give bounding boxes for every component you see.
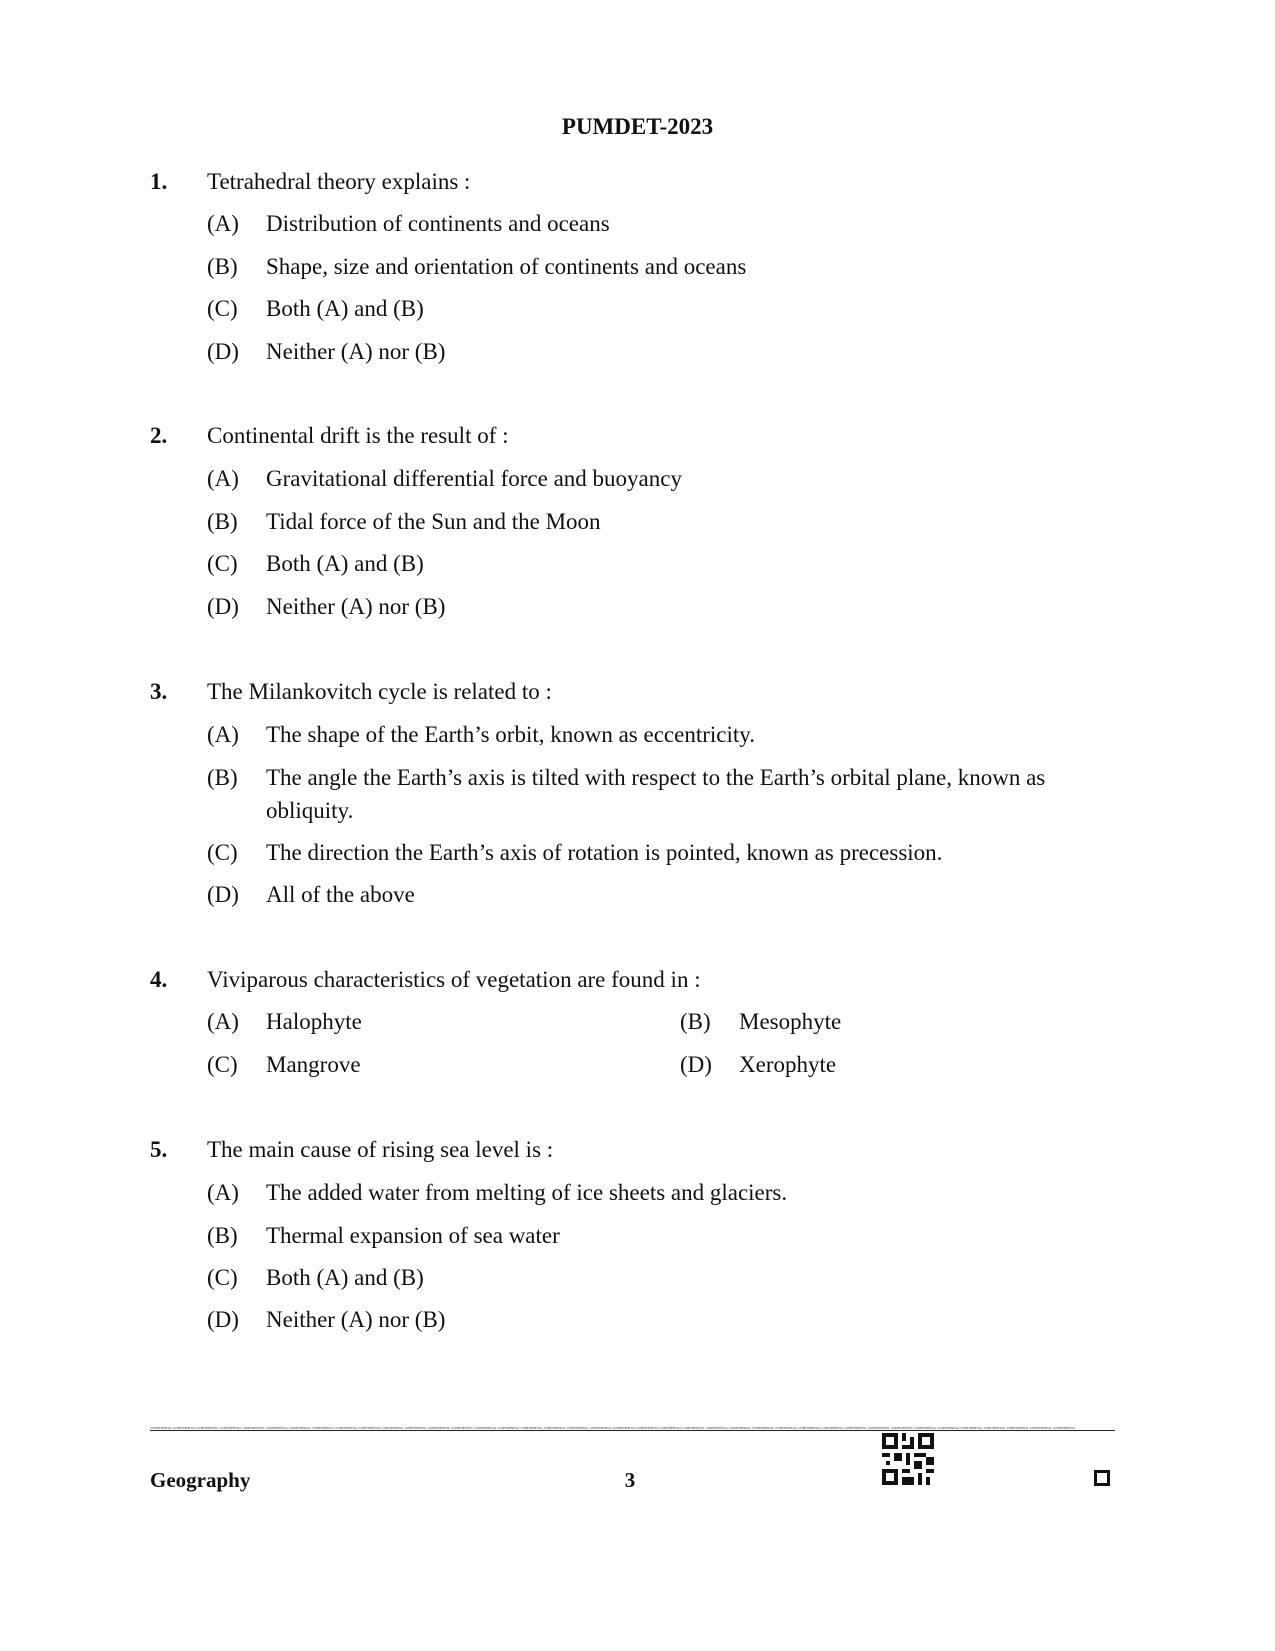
option-text: Neither (A) nor (B) — [266, 594, 446, 619]
option-text: Neither (A) nor (B) — [266, 1307, 446, 1332]
option-text: The shape of the Earth’s orbit, known as eccentricity. — [266, 722, 756, 747]
question-number: 5. — [150, 1137, 168, 1162]
question-text: The Milankovitch cycle is related to : — [207, 679, 552, 704]
option-label: (C) — [207, 840, 238, 865]
option-label: (D) — [680, 1052, 712, 1077]
qr-code-icon — [882, 1433, 934, 1485]
option-label: (A) — [207, 722, 239, 747]
question-number: 2. — [150, 423, 168, 448]
footer-subject: Geography — [150, 1468, 251, 1492]
question-text: Continental drift is the result of : — [207, 423, 509, 448]
option-label: (B) — [207, 254, 238, 279]
option-label: (C) — [207, 1052, 238, 1077]
option-label: (A) — [207, 1180, 239, 1205]
option-text: Tidal force of the Sun and the Moon — [266, 509, 601, 534]
option-label: (D) — [207, 882, 239, 907]
option-label: (D) — [207, 594, 239, 619]
page-title: PUMDET-2023 — [561, 114, 714, 139]
option-text: Both (A) and (B) — [266, 1265, 424, 1290]
option-label: (A) — [207, 211, 239, 236]
option-text: All of the above — [266, 882, 415, 907]
option-label: (A) — [207, 1009, 239, 1034]
option-text: The angle the Earth’s axis is tilted with respect to the Earth’s orbital plane, known as obliquity. — [266, 765, 1046, 823]
option-label: (C) — [207, 1265, 238, 1290]
confidential-rule: CONFIDENTIAL CONFIDENTIAL CONFIDENTIAL CONFIDENTIAL CONFIDENTIAL CONFIDENTIAL CONFIDENTIAL CONFIDENTIAL CONFIDENTIAL CONFIDENTIAL CONFIDENTIAL CONFIDENTIAL CONFIDENTIAL CONFIDENTIAL CONFIDENTIAL CONFIDENTIAL CONFIDENTIAL CONFIDENTIAL CONFIDENTIAL CONFIDENTIAL CONFIDENTIAL CONFIDENTIAL CONFIDENTIAL CONFIDENTIAL CONFIDENTIAL CONFIDENTIAL CONFIDENTIAL CONFIDENTIAL CONFIDENTIAL CONFIDENTIAL CONFIDENTIAL CONFIDENTIAL CONFIDENTIAL CONFIDENTIAL CONFIDENTIAL CONFIDENTIAL CONFIDENTIAL CONFIDENTIAL CONFIDENTIAL CONFIDENTIAL — [150, 1426, 1115, 1431]
option-label: (A) — [207, 466, 239, 491]
option-label: (D) — [207, 339, 239, 364]
option-label: (B) — [207, 509, 238, 534]
option-text: The direction the Earth’s axis of rotation is pointed, known as precession. — [266, 840, 943, 865]
option-label: (C) — [207, 296, 238, 321]
question-text: Tetrahedral theory explains : — [207, 169, 471, 194]
question-text: The main cause of rising sea level is : — [207, 1137, 554, 1162]
question-text: Viviparous characteristics of vegetation are found in : — [207, 967, 701, 992]
option-text: Gravitational differential force and buoyancy — [266, 466, 682, 491]
option-text: Xerophyte — [739, 1052, 837, 1077]
option-text: Distribution of continents and oceans — [266, 211, 610, 236]
option-label: (D) — [207, 1307, 239, 1332]
option-label: (B) — [207, 765, 238, 790]
square-mark-icon — [1094, 1470, 1110, 1486]
question-number: 1. — [150, 169, 168, 194]
option-text: Both (A) and (B) — [266, 296, 424, 321]
option-text: Both (A) and (B) — [266, 551, 424, 576]
question-number: 3. — [150, 679, 168, 704]
option-label: (C) — [207, 551, 238, 576]
option-text: Thermal expansion of sea water — [266, 1223, 560, 1248]
option-text: Shape, size and orientation of continents and oceans — [266, 254, 747, 279]
option-label: (B) — [680, 1009, 711, 1034]
option-text: The added water from melting of ice sheets and glaciers. — [266, 1180, 788, 1205]
option-text: Neither (A) nor (B) — [266, 339, 446, 364]
option-text: Mesophyte — [739, 1009, 842, 1034]
page-number: 3 — [624, 1468, 636, 1492]
option-text: Halophyte — [266, 1009, 362, 1034]
option-text: Mangrove — [266, 1052, 361, 1077]
question-number: 4. — [150, 967, 168, 992]
option-label: (B) — [207, 1223, 238, 1248]
